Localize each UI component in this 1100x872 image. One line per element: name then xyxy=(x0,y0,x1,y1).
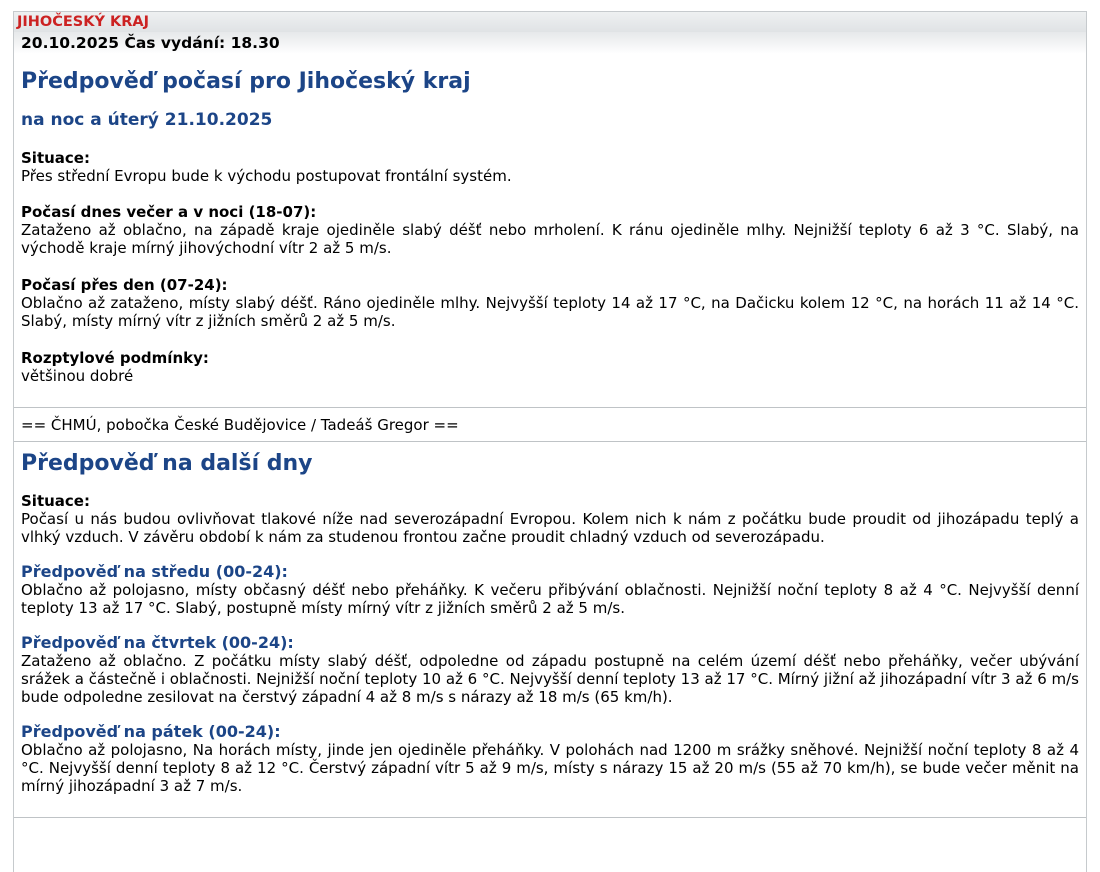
day-text: Oblačno až polojasno, místy občasný déšť nebo přeháňky. K večeru přibývání oblačnosti. Nejnižší noční teploty 8 až 4 °C. Nejvyšší denní teploty 13 až 17 °C. Slabý, postupně místy mírný vítr z jižních směrů 2 až 5 m/s. xyxy=(21,581,1079,617)
region-title: JIHOČESKÝ KRAJ xyxy=(14,12,1086,32)
section-text: Počasí u nás budou ovlivňovat tlakové níže nad severozápadní Evropou. Kolem nich k nám z počátku bude proudit od jihozápadu teplý a vlhký vzduch. V závěru období k nám za studenou frontou začne proudit chladný vzduch od severozápadu. xyxy=(21,510,1079,546)
section-label: Počasí přes den (07-24): xyxy=(21,276,228,294)
today-title: Předpověď počasí pro Jihočeský kraj xyxy=(21,69,471,94)
today-section xyxy=(21,203,1079,257)
day-title: Předpověď na středu (00-24): xyxy=(21,562,288,581)
day-forecast xyxy=(21,722,1079,795)
day-title: Předpověď na pátek (00-24): xyxy=(21,722,281,741)
section-label: Situace: xyxy=(21,149,90,167)
today-subtitle: na noc a úterý 21.10.2025 xyxy=(21,110,273,130)
today-forecast xyxy=(14,69,1086,385)
day-forecast xyxy=(21,562,1079,617)
day-title: Předpověď na čtvrtek (00-24): xyxy=(21,633,294,652)
day-text: Zataženo až oblačno. Z počátku místy slabý déšť, odpoledne od západu postupně na celém území déšť nebo přeháňky, večer ubývání srážek a částečně i oblačnosti. Nejnižší noční teploty 10 až 6 °C. Nejvyšší denní teploty 13 až 17 °C. Mírný jižní až jihozápadní vítr 3 až 6 m/s bude odpoledne zesilovat na čerstvý západní 4 až 8 m/s s nárazy až 18 m/s (65 km/h). xyxy=(21,652,1079,706)
section-text: většinou dobré xyxy=(21,367,134,385)
today-section xyxy=(21,276,1079,330)
author-line: == ČHMÚ, pobočka České Budějovice / Tadeáš Gregor == xyxy=(14,407,1086,442)
today-section xyxy=(21,149,1079,185)
day-forecast xyxy=(21,633,1079,706)
next-days-title: Předpověď na další dny xyxy=(21,451,313,476)
section-text: Přes střední Evropu bude k východu postupovat frontální systém. xyxy=(21,167,512,185)
forecast-panel xyxy=(13,11,1087,872)
section-label: Situace: xyxy=(21,492,90,510)
section-label: Počasí dnes večer a v noci (18-07): xyxy=(21,203,317,221)
day-text: Oblačno až polojasno, Na horách místy, jinde jen ojediněle přeháňky. V polohách nad 1200 m srážky sněhové. Nejnižší noční teploty 8 až 4 °C. Nejvyšší denní teploty 8 až 12 °C. Čerstvý západní vítr 5 až 9 m/s, místy s nárazy 15 až 20 m/s (55 až 70 km/h), se bude večer měnit na mírný jihozápadní 3 až 7 m/s. xyxy=(21,741,1079,795)
today-section xyxy=(21,349,1079,385)
section-label: Rozptylové podmínky: xyxy=(21,349,209,367)
bottom-divider xyxy=(14,817,1086,818)
issue-date-line: 20.10.2025 Čas vydání: 18.30 xyxy=(14,32,1086,54)
next-days-forecast xyxy=(14,451,1086,795)
next-days-situation xyxy=(21,492,1079,546)
section-text: Oblačno až zataženo, místy slabý déšť. Ráno ojediněle mlhy. Nejvyšší teploty 14 až 17 °C, na Dačicku kolem 12 °C, na horách 11 až 14 °C. Slabý, místy mírný vítr z jižních směrů 2 až 5 m/s. xyxy=(21,294,1079,330)
section-text: Zataženo až oblačno, na západě kraje ojediněle slabý déšť nebo mrholení. K ránu ojediněle mlhy. Nejnižší teploty 6 až 3 °C. Slabý, na východě kraje mírný jihovýchodní vítr 2 až 5 m/s. xyxy=(21,221,1079,257)
